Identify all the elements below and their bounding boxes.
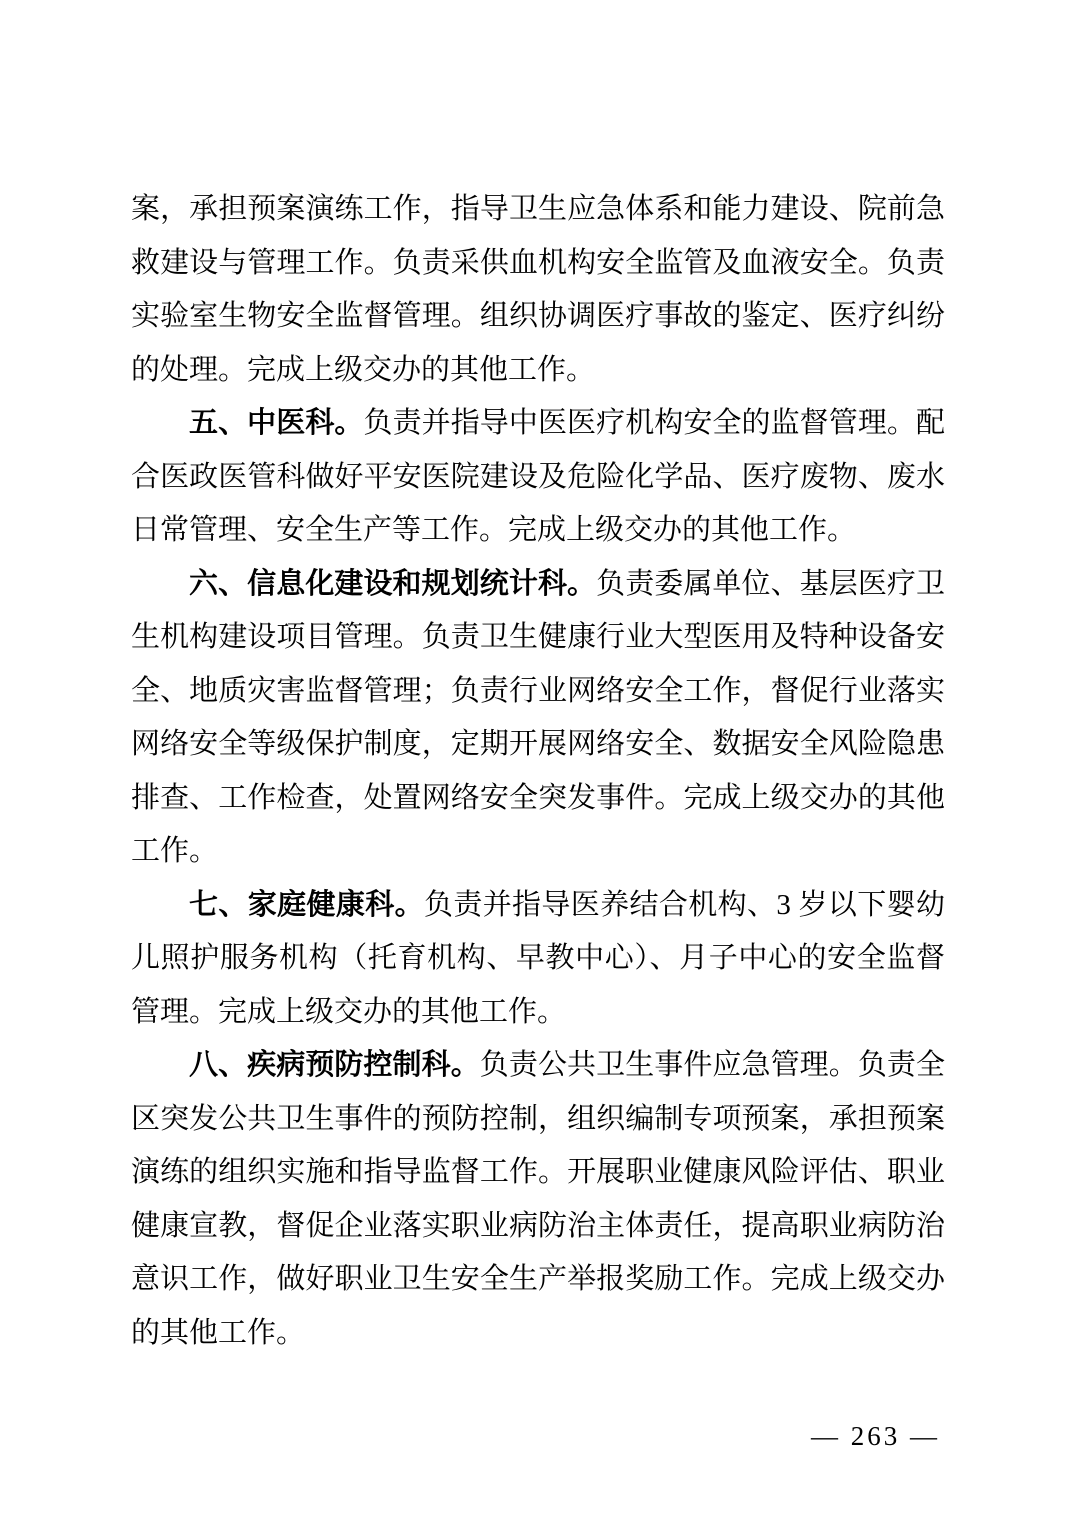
paragraph-text: 负责委属单位、基层医疗卫生机构建设项目管理。负责卫生健康行业大型医用及特种设备安全、地质灾害监督管理；负责行业网络安全工作，督促行业落实网络安全等级保护制度，定期开展网络安全、数据安全风险隐患排查、工作检查，处置网络安全突发事件。完成上级交办的其他工作。 <box>131 567 945 867</box>
document-body <box>131 183 945 1360</box>
paragraph <box>131 183 945 397</box>
paragraph <box>131 879 945 1040</box>
page-number: — 263 — <box>811 1421 940 1451</box>
paragraph <box>131 397 945 558</box>
section-heading: 八、疾病预防控制科。 <box>189 1049 480 1081</box>
section-heading: 五、中医科。 <box>189 407 364 439</box>
paragraph-text: 负责并指导医养结合机构、3 岁以下婴幼儿照护服务机构（托育机构、早教中心）、月子中心的安全监督管理。完成上级交办的其他工作。 <box>131 888 945 1028</box>
paragraph-text: 负责并指导中医医疗机构安全的监督管理。配合医政医管科做好平安医院建设及危险化学品、医疗废物、废水日常管理、安全生产等工作。完成上级交办的其他工作。 <box>131 407 945 546</box>
paragraph <box>131 1039 945 1360</box>
paragraph-text: 负责公共卫生事件应急管理。负责全区突发公共卫生事件的预防控制，组织编制专项预案，承担预案演练的组织实施和指导监督工作。开展职业健康风险评估、职业健康宣教，督促企业落实职业病防治主体责任，提高职业病防治意识工作，做好职业卫生安全生产举报奖励工作。完成上级交办的其他工作。 <box>131 1049 945 1349</box>
paragraph <box>131 558 945 879</box>
section-heading: 六、信息化建设和规划统计科。 <box>189 567 597 600</box>
section-heading: 七、家庭健康科。 <box>189 888 424 921</box>
paragraph-text: 案，承担预案演练工作，指导卫生应急体系和能力建设、院前急救建设与管理工作。负责采供血机构安全监管及血液安全。负责实验室生物安全监督管理。组织协调医疗事故的鉴定、医疗纠纷的处理。完成上级交办的其他工作。 <box>131 193 945 386</box>
